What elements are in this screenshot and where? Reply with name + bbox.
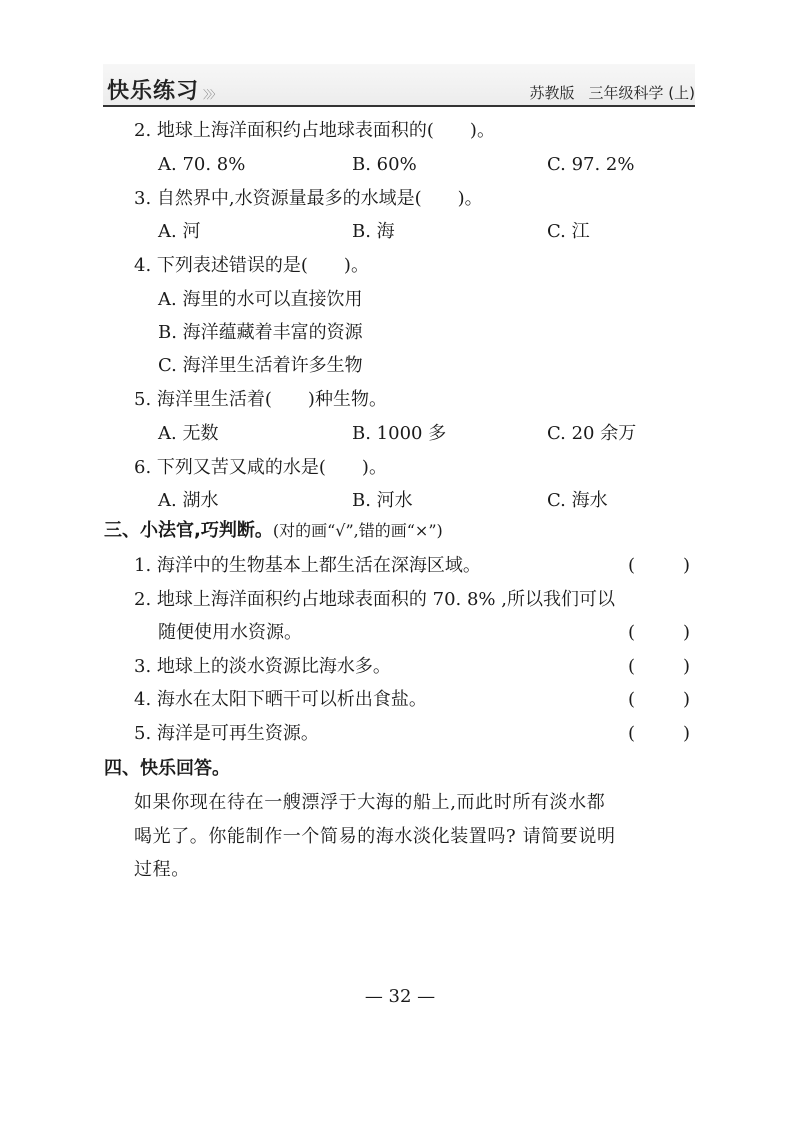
question-stem: 5. 海洋里生活着( )种生物。 bbox=[134, 389, 387, 410]
option-c: C. 海水 bbox=[547, 490, 608, 511]
option-c: C. 20 余万 bbox=[547, 423, 637, 444]
judge-item: 2. 地球上海洋面积约占地球表面积的 70. 8% ,所以我们可以 bbox=[134, 589, 615, 610]
option-b: B. 河水 bbox=[352, 490, 413, 511]
paren-left: ( bbox=[628, 723, 636, 744]
option-c: C. 97. 2% bbox=[547, 154, 635, 175]
paragraph-line: 过程。 bbox=[134, 859, 190, 880]
option-a: A. 湖水 bbox=[158, 490, 219, 511]
paren-right: ) bbox=[682, 689, 690, 710]
section-heading bbox=[104, 519, 443, 543]
page-number: — 32 — bbox=[364, 986, 436, 1007]
option-b: B. 海 bbox=[352, 221, 395, 242]
judge-item: 4. 海水在太阳下晒干可以析出食盐。 bbox=[134, 689, 427, 710]
question-stem: 4. 下列表述错误的是( )。 bbox=[134, 255, 369, 276]
judge-item-continuation: 随便使用水资源。 bbox=[158, 622, 302, 643]
option-b: B. 海洋蕴藏着丰富的资源 bbox=[158, 322, 363, 343]
option-c: C. 江 bbox=[547, 221, 590, 242]
option-c: C. 海洋里生活着许多生物 bbox=[158, 355, 363, 376]
option-a: A. 70. 8% bbox=[158, 154, 246, 175]
option-b: B. 60% bbox=[352, 154, 417, 175]
option-b: B. 1000 多 bbox=[352, 423, 447, 444]
question-stem: 3. 自然界中,水资源量最多的水域是( )。 bbox=[134, 188, 483, 209]
paren-right: ) bbox=[682, 622, 690, 643]
paren-left: ( bbox=[628, 689, 636, 710]
section-note: (对的画“√”,错的画“×”) bbox=[272, 521, 443, 540]
header-divider bbox=[103, 105, 695, 107]
paren-left: ( bbox=[628, 555, 636, 576]
section-title: 三、小法官,巧判断。 bbox=[104, 520, 273, 541]
question-stem: 2. 地球上海洋面积约占地球表面积的( )。 bbox=[134, 120, 495, 141]
paragraph-line: 如果你现在待在一艘漂浮于大海的船上,而此时所有淡水都 bbox=[134, 792, 606, 813]
page-header bbox=[103, 64, 695, 108]
paren-right: ) bbox=[682, 555, 690, 576]
option-a: A. 无数 bbox=[158, 423, 219, 444]
paren-right: ) bbox=[682, 723, 690, 744]
question-stem: 6. 下列又苦又咸的水是( )。 bbox=[134, 457, 387, 478]
judge-item: 1. 海洋中的生物基本上都生活在深海区域。 bbox=[134, 555, 481, 576]
header-book-info bbox=[530, 82, 696, 103]
paren-left: ( bbox=[628, 622, 636, 643]
chevron-right-icon: 〉〉〉 bbox=[203, 88, 219, 101]
judge-item: 5. 海洋是可再生资源。 bbox=[134, 723, 319, 744]
section-heading: 四、快乐回答。 bbox=[104, 758, 230, 779]
paren-right: ) bbox=[682, 656, 690, 677]
option-a: A. 河 bbox=[158, 221, 201, 242]
judge-item: 3. 地球上的淡水资源比海水多。 bbox=[134, 656, 391, 677]
paren-left: ( bbox=[628, 656, 636, 677]
subject-label: 三年级科学 (上) bbox=[588, 84, 695, 102]
paragraph-line: 喝光了。你能制作一个简易的海水淡化装置吗? 请简要说明 bbox=[134, 826, 616, 847]
edition-label: 苏教版 bbox=[529, 84, 575, 102]
option-a: A. 海里的水可以直接饮用 bbox=[158, 289, 363, 310]
header-title: 快乐练习 bbox=[107, 79, 200, 104]
